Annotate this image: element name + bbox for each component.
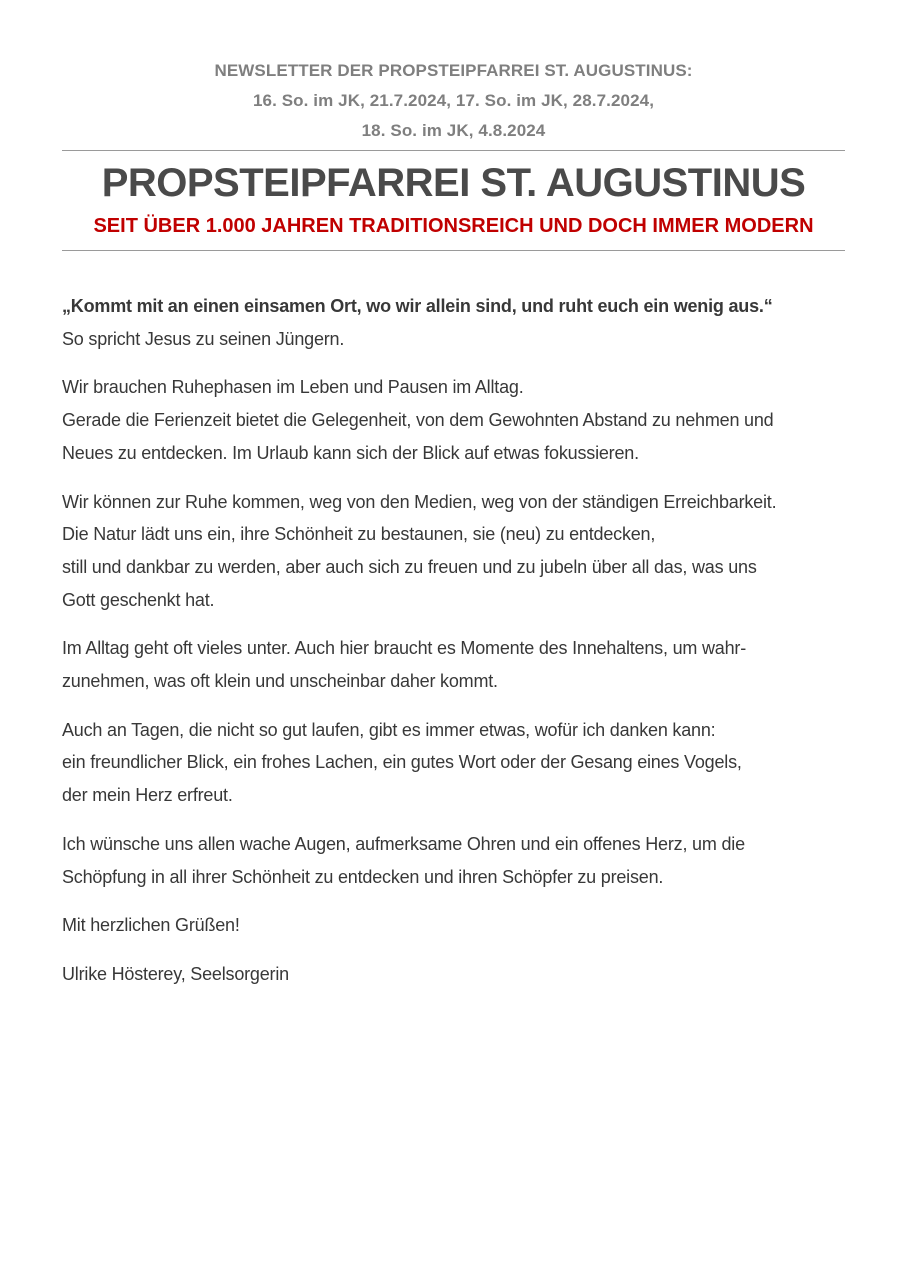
- header-line-1: NEWSLETTER DER PROPSTEIPFARREI ST. AUGUSTINUS:: [214, 61, 693, 80]
- subtitle-divider: [62, 250, 845, 251]
- newsletter-header: [62, 0, 845, 146]
- text-line: Ich wünsche uns allen wache Augen, aufmerksame Ohren und ein offenes Herz, um die: [62, 833, 745, 854]
- text-line: Gott geschenkt hat.: [62, 589, 215, 610]
- text-line: Im Alltag geht oft vieles unter. Auch hier braucht es Momente des Innehaltens, um wahr-: [62, 638, 746, 659]
- text-line: Mit herzlichen Grüßen!: [62, 915, 240, 936]
- top-divider: [62, 150, 845, 151]
- masthead: [62, 160, 845, 239]
- paragraph: [62, 486, 845, 617]
- text-line: zunehmen, was oft klein und unscheinbar daher kommt.: [62, 671, 498, 692]
- text-line: Ulrike Hösterey, Seelsorgerin: [62, 963, 289, 984]
- text-line: Neues zu entdecken. Im Urlaub kann sich der Blick auf etwas fokussieren.: [62, 442, 639, 463]
- body-text: [62, 290, 845, 991]
- paragraph: [62, 714, 845, 812]
- header-line-3: 18. So. im JK, 4.8.2024: [361, 121, 546, 140]
- text-line: Auch an Tagen, die nicht so gut laufen, gibt es immer etwas, wofür ich danken kann:: [62, 719, 716, 740]
- header-line-2: 16. So. im JK, 21.7.2024, 17. So. im JK, 28.7.2024,: [252, 91, 655, 110]
- page-subtitle: SEIT ÜBER 1.000 JAHREN TRADITIONSREICH UND DOCH IMMER MODERN: [93, 215, 814, 237]
- text-line: So spricht Jesus zu seinen Jüngern.: [62, 328, 345, 349]
- text-line: ein freundlicher Blick, ein frohes Lachen, ein gutes Wort oder der Gesang eines Vogels,: [62, 752, 742, 773]
- text-line: Die Natur lädt uns ein, ihre Schönheit zu bestaunen, sie (neu) zu entdecken,: [62, 524, 656, 545]
- paragraph: [62, 958, 845, 991]
- text-line: still und dankbar zu werden, aber auch sich zu freuen und zu jubeln über all das, was uns: [62, 556, 757, 577]
- paragraph: [62, 909, 845, 942]
- text-line: der mein Herz erfreut.: [62, 785, 233, 806]
- text-line: „Kommt mit an einen einsamen Ort, wo wir allein sind, und ruht euch ein wenig aus.“: [62, 296, 773, 316]
- page-title: PROPSTEIPFARREI ST. AUGUSTINUS: [101, 161, 806, 205]
- paragraph: [62, 371, 845, 469]
- text-line: Wir können zur Ruhe kommen, weg von den Medien, weg von der ständigen Erreichbarkeit.: [62, 491, 777, 512]
- paragraph: [62, 828, 845, 893]
- text-line: Wir brauchen Ruhephasen im Leben und Pausen im Alltag.: [62, 377, 524, 398]
- paragraph: [62, 290, 845, 355]
- text-line: Gerade die Ferienzeit bietet die Gelegenheit, von dem Gewohnten Abstand zu nehmen und: [62, 410, 774, 431]
- paragraph: [62, 632, 845, 697]
- text-line: Schöpfung in all ihrer Schönheit zu entdecken und ihren Schöpfer zu preisen.: [62, 866, 664, 887]
